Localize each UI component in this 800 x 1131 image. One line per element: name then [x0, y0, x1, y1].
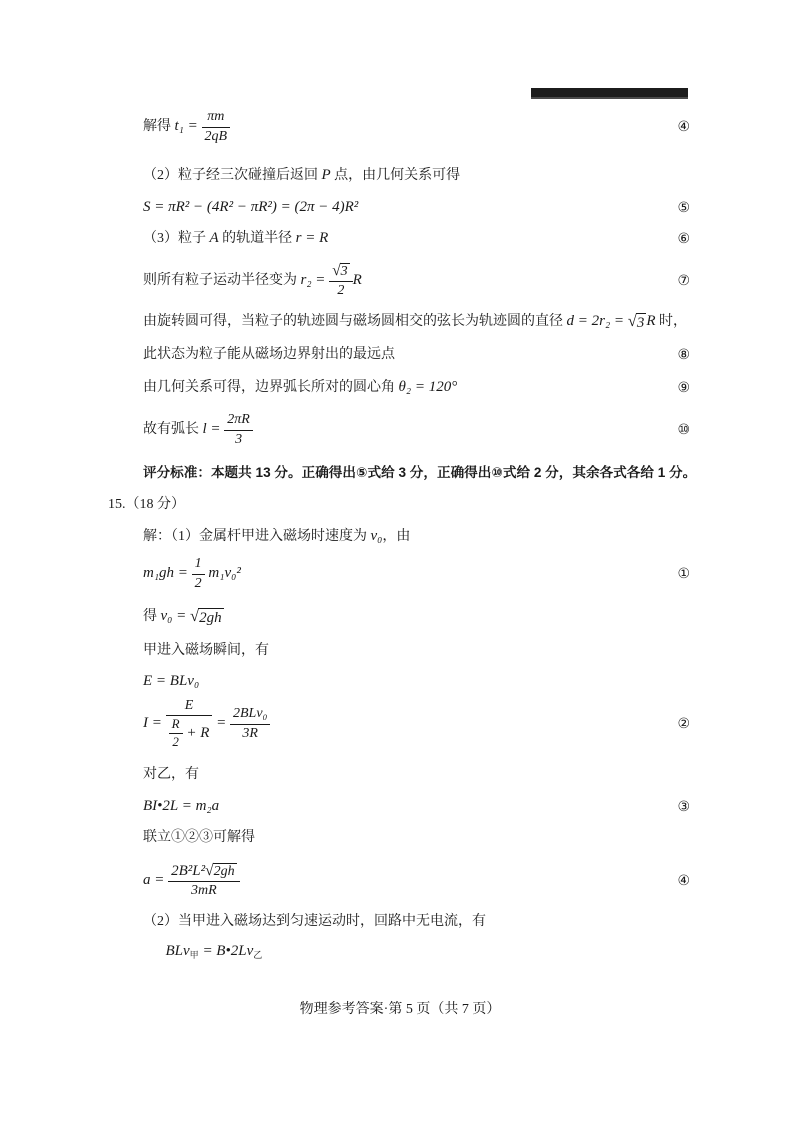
- fraction: [166, 698, 213, 750]
- math-text: l =: [202, 421, 225, 438]
- eq-t1-line: [143, 104, 690, 150]
- eq-emf-line: [143, 672, 690, 692]
- eq-uniform-line: [143, 940, 690, 964]
- radicand: 3: [340, 263, 348, 279]
- math-text: + R: [182, 724, 210, 741]
- eq-acceleration-line: [143, 856, 690, 906]
- fraction-numerator: 1: [192, 556, 205, 574]
- fraction-denominator: 3: [235, 431, 243, 447]
- zh-text: （3）粒子: [143, 230, 210, 246]
- math-text: θ₂ = 120°: [398, 379, 458, 396]
- eq-tag: ④: [677, 118, 690, 135]
- fraction-denominator: [166, 716, 213, 750]
- fraction-denominator: 2: [194, 575, 202, 591]
- radical-sign: √: [190, 605, 200, 625]
- fraction-denominator: 3R: [242, 725, 258, 741]
- fraction: [224, 412, 253, 447]
- math-text: = B•2Lv: [198, 943, 254, 960]
- fraction-numerator: R: [169, 717, 183, 734]
- subscript-yi: 乙: [253, 950, 263, 961]
- fraction: [329, 263, 352, 300]
- enter-field-line: [143, 641, 690, 661]
- fraction-numerator: [168, 863, 239, 883]
- zh-text: 点，由几何关系可得: [330, 167, 461, 183]
- for-yi-line: [143, 765, 690, 785]
- q15-step1-intro: [143, 527, 690, 547]
- fraction-numerator: E: [166, 698, 213, 716]
- fraction-numerator: 2πR: [224, 412, 253, 430]
- math-text: a =: [143, 872, 169, 889]
- fraction: [230, 706, 270, 741]
- math-text: R: [352, 272, 362, 289]
- eq-tag: ⑤: [677, 199, 690, 216]
- question-number: 15.（18 分）: [108, 496, 185, 512]
- eq-energy-line: [143, 552, 690, 596]
- math-text: d = 2r₂ =: [566, 313, 628, 330]
- eq-tag: ⑥: [677, 230, 690, 247]
- fraction-denominator: 2qB: [204, 128, 228, 144]
- radicand: 2gh: [213, 863, 235, 879]
- fraction: [168, 863, 239, 900]
- radicand: 2gh: [199, 609, 222, 626]
- math-text: t₁ =: [174, 118, 202, 135]
- math-text: I =: [143, 715, 166, 732]
- scoring-text: 评分标准：本题共 13 分。正确得出⑤式给 3 分，正确得出⑩式给 2 分，其余各式各给 1 分。: [143, 465, 697, 481]
- fraction: [192, 556, 205, 591]
- step-3-radius-line: [143, 229, 690, 249]
- math-text: m₁gh =: [143, 565, 192, 582]
- farthest-point-line: [143, 345, 690, 365]
- fraction-numerator: [329, 263, 352, 283]
- eq-v0-line: [143, 603, 690, 631]
- math-text: P: [321, 167, 331, 184]
- eq-tag: ③: [677, 798, 690, 815]
- math-text: [143, 923, 262, 982]
- math-text: m₁v₀²: [204, 565, 241, 582]
- eq-tag: ⑦: [677, 272, 690, 289]
- radicand: 3: [636, 314, 645, 331]
- math-text: 2B²L²: [171, 862, 206, 879]
- radical-sign: √: [627, 310, 637, 330]
- radical-sign: √: [205, 861, 214, 879]
- zh-text: 的轨道半径: [218, 230, 296, 246]
- zh-text: 得: [143, 608, 161, 624]
- math-text: v₀: [370, 528, 383, 545]
- radical-sign: √: [332, 261, 341, 279]
- zh-text: ，由: [382, 528, 411, 544]
- fraction-numerator: 2BLv₀: [230, 706, 270, 724]
- eq-tag: ④: [677, 872, 690, 889]
- math-text: r₂ =: [300, 272, 330, 289]
- eq-tag: ①: [677, 565, 690, 582]
- zh-text: 对乙，有: [143, 766, 199, 782]
- math-text: R: [646, 313, 656, 330]
- math-text: r = R: [295, 230, 329, 247]
- zh-text: 联立①②③可解得: [143, 829, 255, 845]
- eq-force-line: [143, 797, 690, 817]
- combine-line: [143, 828, 690, 848]
- zh-text: 此状态为粒子能从磁场边界射出的最远点: [143, 346, 395, 362]
- fraction-denominator: 2: [337, 283, 345, 299]
- arc-length-line: [143, 407, 690, 453]
- math-text: E = BLv₀: [143, 673, 200, 690]
- zh-text: 由旋转圆可得，当粒子的轨迹圆与磁场圆相交的弦长为轨迹圆的直径: [143, 313, 567, 329]
- zh-text: 由几何关系可得，边界弧长所对的圆心角: [143, 379, 399, 395]
- step-2-intro: [143, 166, 690, 186]
- zh-text: （2）当甲进入磁场达到匀速运动时，回路中无电流，有: [143, 913, 486, 929]
- q15-heading: [108, 495, 690, 515]
- fraction-denominator: 3mR: [191, 883, 217, 899]
- zh-text: （2）粒子经三次碰撞后返回: [143, 167, 322, 183]
- math-text: BLv: [165, 943, 190, 960]
- square-root: [190, 605, 224, 627]
- subscript-jia: 甲: [189, 950, 199, 961]
- eq-area-line: [143, 197, 690, 219]
- math-text: =: [212, 715, 230, 732]
- zh-text: 则所有粒子运动半径变为: [143, 272, 301, 288]
- page-footer: [0, 998, 800, 1018]
- footer-text: 物理参考答案·第 5 页（共 7 页）: [299, 1002, 501, 1017]
- math-text: v₀ =: [160, 608, 190, 625]
- fraction-numerator: πm: [202, 109, 231, 127]
- zh-text: 解得: [143, 118, 175, 134]
- fraction: [202, 109, 231, 144]
- redaction-bar: [531, 88, 688, 99]
- eq-tag: ⑩: [677, 421, 690, 438]
- eq-tag: ⑨: [677, 379, 690, 396]
- nested-fraction: [169, 717, 183, 750]
- eq-current-line: [143, 694, 690, 754]
- scoring-standard: [143, 463, 697, 483]
- central-angle-line: [143, 378, 690, 398]
- math-text: A: [209, 230, 219, 247]
- square-root: [332, 263, 349, 281]
- chord-condition-line: [143, 312, 690, 332]
- zh-text: 解：（1）金属杆甲进入磁场时速度为: [143, 528, 371, 544]
- zh-text: 故有弧长: [143, 421, 203, 437]
- math-text: BI•2L = m₂a: [143, 798, 220, 815]
- eq-tag: ②: [677, 715, 690, 732]
- zh-text: 甲进入磁场瞬间，有: [143, 642, 269, 658]
- eq-tag: ⑧: [677, 346, 690, 363]
- eq-r2-line: [143, 257, 690, 305]
- square-root: [205, 863, 236, 881]
- square-root: [627, 310, 647, 332]
- math-text: S = πR² − (4R² − πR²) = (2π − 4)R²: [143, 199, 359, 216]
- fraction-denominator: 2: [172, 734, 179, 750]
- zh-text: 时，: [655, 313, 688, 329]
